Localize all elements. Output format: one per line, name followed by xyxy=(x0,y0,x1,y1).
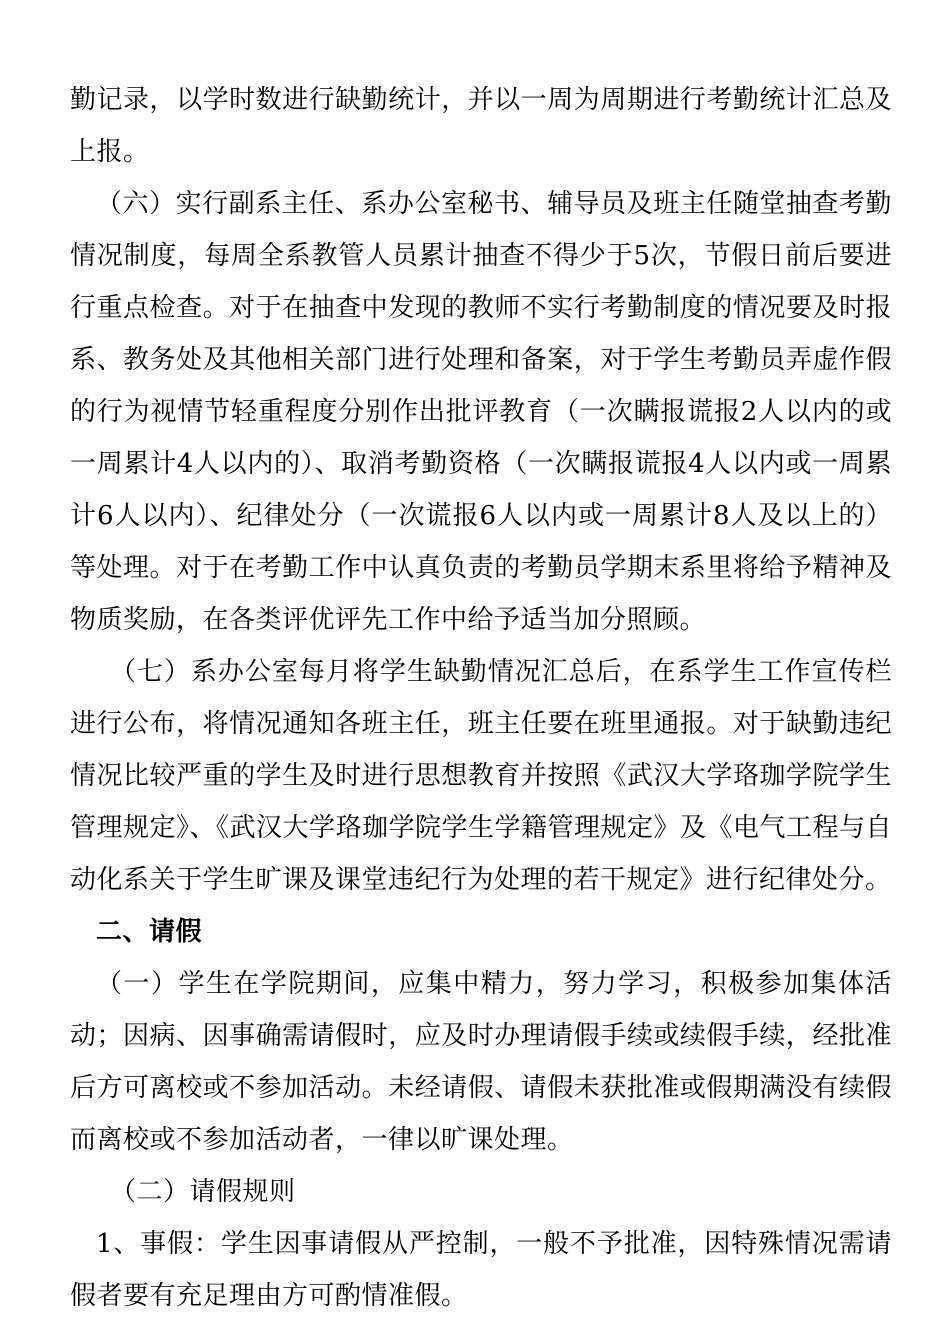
paragraph-personal-leave: 1、事假：学生因事请假从严控制，一般不予批准，因特殊情况需请假者要有充足理由方可酌情准假。 xyxy=(70,1229,892,1311)
section-heading-leave: 二、请假 xyxy=(96,917,203,947)
paragraph-item-seven: （七）系办公室每月将学生缺勤情况汇总后，在系学生工作宣传栏进行公布，将情况通知各班主任，班主任要在班里通报。对于缺勤违纪情况比较严重的学生及时进行思想教育并按照《武汉大学珞珈学院学生管理规定》、《武汉大学珞珈学院学生学籍管理规定》及《电气工程与自动化系关于学生旷课及课堂违纪行为处理的若干规定》进行纪律处分。 xyxy=(70,657,893,895)
paragraph-leave-item-one: （一）学生在学院期间，应集中精力，努力学习，积极参加集体活动；因病、因事确需请假时，应及时办理请假手续或续假手续，经批准后方可离校或不参加活动。未经请假、请假未获批准或假期满没有续假而离校或不参加活动者，一律以旷课处理。 xyxy=(70,969,892,1155)
subheading-leave-rules: （二）请假规则 xyxy=(110,1177,296,1207)
paragraph-item-six: （六）实行副系主任、系办公室秘书、辅导员及班主任随堂抽查考勤情况制度，每周全系教管人员累计抽查不得少于5次，节假日前后要进行重点检查。对于在抽查中发现的教师不实行考勤制度的情况要及时报系、教务处及其他相关部门进行处理和备案，对于学生考勤员弄虚作假的行为视情节轻重程度分别作出批评教育（一次瞒报谎报2人以内的或一周累计4人以内的）、取消考勤资格（一次瞒报谎报4人以内或一周累计6人以内）、纪律处分（一次谎报6人以内或一周累计8人及以上的）等处理。对于在考勤工作中认真负责的考勤员学期末系里将给予精神及物质奖励，在各类评优评先工作中给予适当加分照顾。 xyxy=(70,189,892,635)
document-body xyxy=(70,74,892,1322)
paragraph-attendance-summary: 勤记录，以学时数进行缺勤统计，并以一周为周期进行考勤统计汇总及上报。 xyxy=(70,85,892,167)
